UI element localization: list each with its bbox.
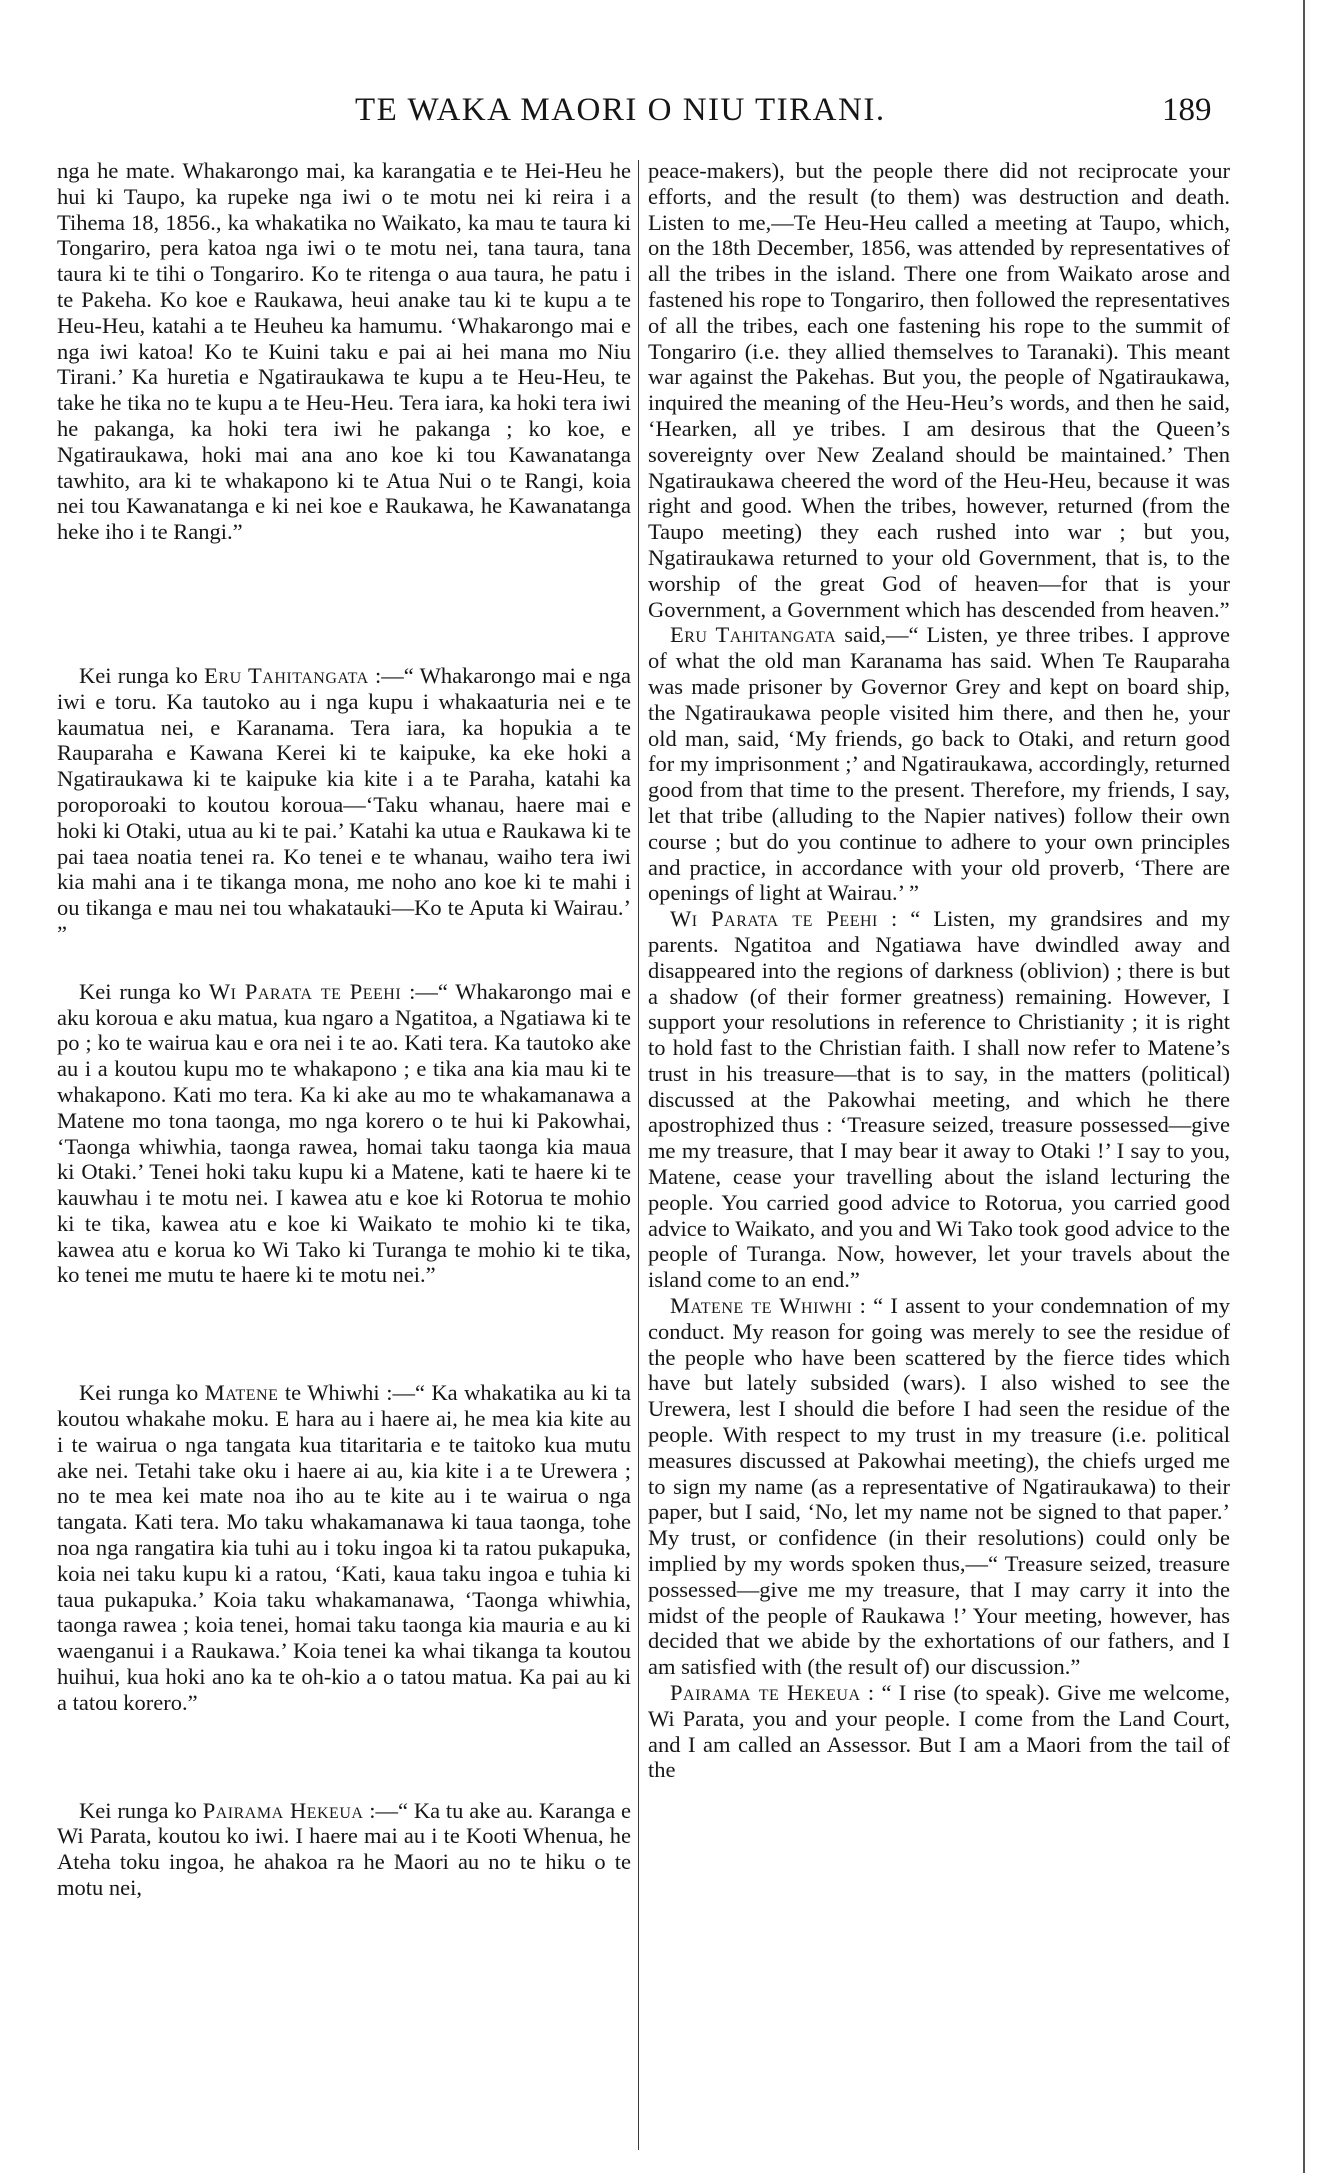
running-title: TE WAKA MAORI O NIU TIRANI.	[355, 92, 886, 128]
speech-lead: Kei runga ko	[79, 1380, 199, 1406]
speech-text: :—“ Whakarongo mai e aku koroua e aku matua, kua ngaro a Ngatitoa, a Ngatiawa ki te po ; ko te wairua kau e ora nei i te ao. Kati tera. Ka tautoko ake au i a koutou kupu mo te whakapono ; e tika ana kia mau ki te whakapono. Kati mo tera. Ka ki ake au mo te whakamanawa a Matene mo tona taonga, mo nga korero o te hui ki Pakowhai, ‘Taonga whiwhia, taonga rawea, homai taku taonga kia maua ki Otaki.’ Tenei hoki taku kupu ki a Matene, kati te haere ki te kauwhau i te motu nei. I kawea atu e koe ki Rotorua te mohio ki te tika, kawea atu e koe ki Waikato te mohio ki te tika, kawea atu e korua ko Wi Tako ki Turanga te mohio ki te tika, ko tenei me mutu te haere ki te motu nei.”	[57, 978, 632, 1288]
speech-wi-parata-english	[648, 906, 1230, 1293]
speech-text: :—“ Whakarongo mai e nga iwi e toru. Ka tautoko au i nga kupu i whakaaturia nei e te kaumatua nei, e Karanama. Tera iara, ka hopukia a te Rauparaha e Kawana Kerei ki te kaipuke, ka eke hoki a Ngatiraukawa ki te kaipuke kia kite i a te Paraha, katahi ka poroporoaki to koutou koroua—‘Taku whanau, haere mai e hoki ki Otaki, utua au ki te pai.’ Katahi ka utua e Raukawa ki te pai taea noatia tenei ra. Ko tenei e te whanau, waiho tera iwi kia mahi ana i te tikanga mona, me noho ano koe ki te mahi i ou tikanga e mau nei tou whakatauki—Ko te Aputa ki Wairau.’ ”	[57, 662, 632, 946]
english-text-column	[648, 158, 1230, 2148]
speech-text: :—“ Ka whakatika au ki ta koutou whakahe moku. E hara au i haere ai, he mea kia kite au i te wairua o nga tangata kua titaritaria e te taitoko kua mutu ake nei. Tetahi take oku i haere ai au, kia kite i a te Urewera ; no te mea kei mate noa iho au te kite au i te wairua o nga tangata. Kati tera. Mo taku whakamanawa ki taua taonga, tohe noa nga rangatira kia tuhi au i toku ingoa ki ta ratou pukapuka, koia nei taku kupu ki a ratou, ‘Kati, kaua taku ingoa e tuhia ki taua pukapuka.’ Koia taku whakamanawa, ‘Taonga whiwhia, taonga rawea ; koia tenei, homai taku taonga kia mauria e au ki waenganui i a Raukawa.’ Koia tenei ka whai tikanga ta koutou huihui, kua hoki ano ka te oh-kio a o tatou matua. Ka pai au ki a tatou korero.”	[57, 1380, 632, 1715]
speech-matene-maori	[57, 1380, 631, 1715]
speech-text: said,—“ Listen, ye three tribes. I approve of what the old man Karanama has said. When Te Rauparaha was made prisoner by Governor Grey and kept on board ship, the Ngatiraukawa people visited him there, and then he, your old man, said, ‘My friends, go back to Otaki, and return good for my imprisonment ;’ and Ngatiraukawa, accordingly, returned good from that time to the present. Therefore, my friends, I say, let that tribe (alluding to the Napier natives) follow their own course ; but do you continue to adhere to your own principles and practice, in accordance with your old proverb, ‘There are openings of light at Wairau.’ ”	[648, 622, 1231, 906]
page-header	[0, 92, 1319, 142]
speech-eru-tahitangata-english	[648, 622, 1230, 906]
speaker-name: Matene	[204, 1380, 279, 1406]
speech-eru-tahitangata-maori	[57, 663, 631, 947]
column-divider	[638, 160, 639, 2150]
continued-paragraph: nga he mate. Whakarongo mai, ka karangatia e te Hei-Heu he hui ki Taupo, ka rupeke nga iwi o te motu nei ki reira i a Tihema 18, 1856., ka whakatika no Waikato, ka mau te taura ki Tongariro, pera katoa nga iwi o te motu nei, tana taura, tana taura ki te tihi o Tongariro. Ko te ritenga o aua taura, he patu i te Pakeha. Ko koe e Raukawa, heui anake tau ki te kupu a te Heu-Heu, katahi a te Heuheu ka hamumu. ‘Whakarongo mai e nga iwi katoa! Ko te Kuini taku e pai ai hei mana mo Niu Tirani.’ Ka huretia e Ngatiraukawa te kupu a te Heu-Heu, te take he tika no te kupu a te Heu-Heu. Tera iara, ka hoki tera iwi he pakanga, ka hoki tera iwi he pakanga ; ko koe, e Ngatiraukawa, hoki mai ana ano koe ki tou Kawanatanga tawhito, ara ki te whakapono ki te Atua Nui o te Rangi, koia nei tou Kawanatanga e ki nei koe e Raukawa, he Kawanatanga heke iho i te Rangi.”	[57, 158, 631, 545]
speaker-name: Eru Tahitangata	[204, 662, 369, 688]
speaker-name: Pairama te Hekeua	[670, 1680, 861, 1706]
speech-text: :—“ Ka tu ake au. Karanga e Wi Parata, koutou ko iwi. I haere mai au i te Kooti Whenua, he Ateha toku ingoa, he ahakoa ra he Maori au no te hiku o te motu nei,	[57, 1797, 632, 1901]
speech-text: : “ I assent to your condemnation of my conduct. My reason for going was merely to see the residue of the people who have been scattered by the fierce tides which have but lately subsided (wars). I also wished to see the Urewera, lest I should die before I had seen the residue of the people. With respect to my trust in my treasure (i.e. political measures discussed at Pakowhai meeting), the chiefs urged me to sign my name (as a representative of Ngatiraukawa) to their paper, but I said, ‘No, let my name not be signed to that paper.’ My trust, or confidence (in their resolutions) could only be implied by my words spoken thus,—“ Treasure seized, treasure possessed—give me my treasure, that I may carry it into the midst of the people of Raukawa !’ Your meeting, however, has decided that we abide by the exhortations of our fathers, and I am satisfied with (the result of) our discussion.”	[648, 1293, 1230, 1680]
speech-pairama-english	[648, 1680, 1230, 1783]
speaker-name: Matene te Whiwhi	[670, 1293, 853, 1319]
page-number: 189	[1162, 92, 1212, 128]
speech-lead: Kei runga ko	[79, 1797, 197, 1823]
speaker-name: Wi Parata te Peehi	[670, 906, 878, 932]
speaker-name: Wi Parata te Peehi	[208, 978, 402, 1004]
maori-text-column	[57, 158, 631, 2148]
speech-lead: Kei runga ko	[79, 662, 198, 688]
speech-lead: Kei runga ko	[79, 978, 201, 1004]
speech-text: : “ I rise (to speak). Give me welcome, Wi Parata, you and your people. I come from the Land Court, and I am called an Assessor. But I am a Maori from the tail of the	[648, 1680, 1231, 1783]
page-edge	[1303, 0, 1305, 2173]
speech-wi-parata-maori	[57, 979, 631, 1289]
speaker-name-suffix: te Whiwhi	[284, 1380, 380, 1406]
speech-pairama-maori	[57, 1798, 631, 1901]
continued-paragraph: peace-makers), but the people there did not reciprocate your efforts, and the result (to them) was destruction and death. Listen to me,—Te Heu-Heu called a meeting at Taupo, which, on the 18th December, 1856, was attended by representatives of all the tribes in the island. There one from Waikato arose and fastened his rope to Tongariro, then followed the representatives of all the tribes, each one fastening his rope to the summit of Tongariro (i.e. they allied themselves to Taranaki). This meant war against the Pakehas. But you, the people of Ngatiraukawa, inquired the meaning of the Heu-Heu’s words, and then he said, ‘Hearken, all ye tribes. I am desirous that the Queen’s sovereignty over New Zealand should be maintained.’ Then Ngatiraukawa cheered the word of the Heu-Heu, because it was right and good. When the tribes, however, returned (from the Taupo meeting) they each rushed into war ; but you, Ngatiraukawa returned to your old Government, that is, to the worship of the great God of heaven—for that is your Government, a Government which has descended from heaven.”	[648, 158, 1230, 622]
speech-matene-english	[648, 1293, 1230, 1680]
speech-text: : “ Listen, my grandsires and my parents. Ngatitoa and Ngatiawa have dwindled away and disappeared into the regions of darkness (oblivion) ; there is but a shadow (of their former greatness) remaining. However, I support your resolutions in reference to Christianity ; it is right to hold fast to the Christian faith. I shall now refer to Matene’s trust in his treasure—that is to say, in the matters (political) discussed at the Pakowhai meeting, and which he there apostrophized thus : ‘Treasure seized, treasure possessed—give me my treasure, that I may bear it away to Otaki !’ I say to you, Matene, cease your travelling about the island lecturing the people. You carried good advice to Rotorua, you carried good advice to Waikato, and you and Wi Tako took good advice to the people of Turanga. Now, however, let your travels about the island come to an end.”	[648, 906, 1231, 1293]
speaker-name: Pairama Hekeua	[202, 1797, 364, 1823]
speaker-name: Eru Tahitangata	[670, 622, 837, 648]
